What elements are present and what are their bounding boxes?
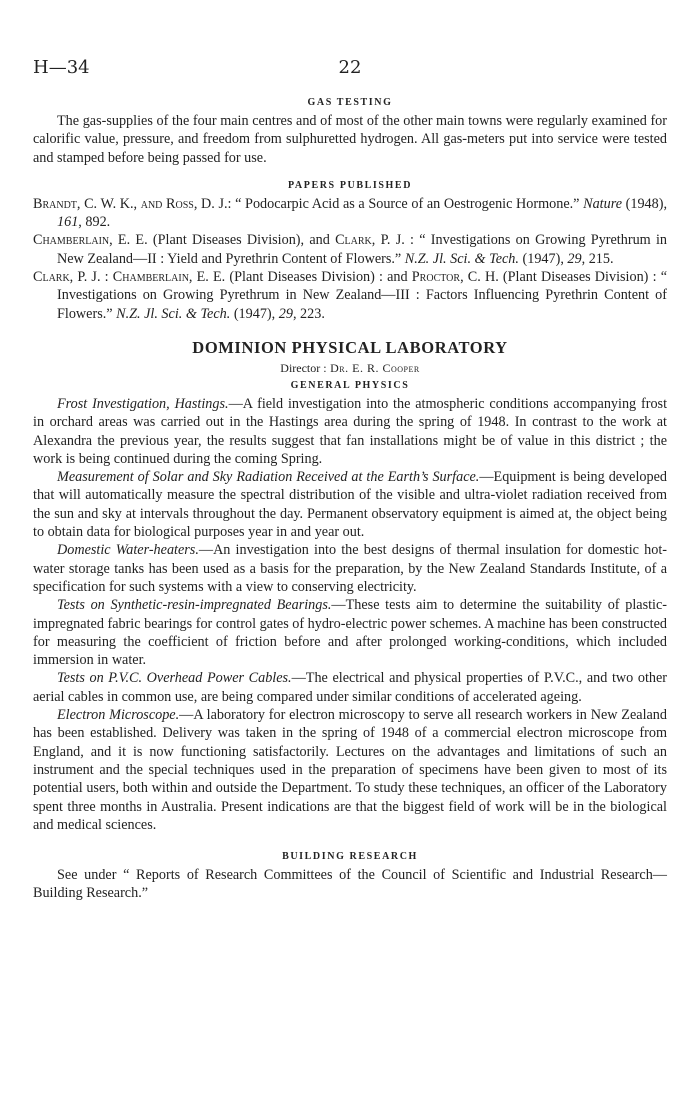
page-number: 22 — [338, 57, 362, 78]
item-pvc-cables: Tests on P.V.C. Overhead Power Cables.—The electrical and physical properties of P.V.C., and two other aerial cables in common use, are being compared under similar conditions of accelerated ageing. — [33, 670, 667, 705]
general-physics-heading: GENERAL PHYSICS — [290, 379, 410, 391]
page-body — [33, 94, 667, 903]
reference-list — [33, 195, 667, 323]
item-electron-microscope: Electron Microscope.—A laboratory for electron microscopy to serve all research workers in New Zealand has been established. Delivery was taken in the spring of 1948 of a commercial electron microscope from England, and it is now functioning satisfactorily. Lectures on the advantages and limitations of such an instrument and the special techniques used in the preparation of specimens have been given to most of its potential users, both within and outside the Department. To study these techniques, an officer of the Laboratory spent three months in Australia. Present indications are that the biggest field of work will be in the biological and medical sciences. — [33, 707, 667, 833]
building-research-paragraph: See under “ Reports of Research Committees of the Council of Scientific and Industrial Research—Building Research.” — [33, 867, 667, 902]
papers-published-heading: PAPERS PUBLISHED — [287, 179, 413, 191]
director-line: Director : Dr. E. R. Cooper — [280, 360, 420, 375]
item-solar-radiation: Measurement of Solar and Sky Radiation Received at the Earth’s Surface.—Equipment is being developed that will automatically measure the spectral distribution of the visible and ultra-violet radiation received from the sun and sky at intervals throughout the day. Permanent observatory equipment is aimed at, the object being to obtain data for biological purposes year in and year out. — [33, 469, 668, 541]
reference-item: Chamberlain, E. E. (Plant Diseases Division), and Clark, P. J. : “ Investigations on Growing Pyrethrum in New Zealand—II : Yield and Pyrethrin Content of Flowers.” N.Z. Jl. Sci. & Tech. (1947), 29, 215. — [33, 232, 667, 267]
item-water-heaters: Domestic Water-heaters.—An investigation into the best designs of thermal insulation for domestic hot-water storage tanks has been used as a basis for the preparation, by the New Zealand Standards Institute, of a specification for such systems with a view to conserving electricity. — [33, 542, 667, 595]
reference-item: Clark, P. J. : Chamberlain, E. E. (Plant Diseases Division) : and Proctor, C. H. (Plant Diseases Division) : “ Investigations on Growing Pyrethrum in New Zealand—III : Factors Influencing Pyrethrin Content of Flowers.” N.Z. Jl. Sci. & Tech. (1947), 29, 223. — [33, 269, 667, 322]
document-reference: H—34 — [33, 57, 90, 78]
reference-item: Brandt, C. W. K., and Ross, D. J.: “ Podocarpic Acid as a Source of an Oestrogenic Hormone.” Nature (1948), 161, 892. — [33, 195, 668, 231]
building-research-heading: BUILDING RESEARCH — [282, 851, 418, 863]
page-header — [33, 57, 667, 81]
gas-testing-heading: GAS TESTING — [307, 97, 393, 108]
gas-testing-paragraph: The gas-supplies of the four main centres and of most of the other main towns were regularly examined for calorific value, pressure, and freedom from sulphuretted hydrogen. All gas-meters put into service were tested and stamped before being passed for use. — [33, 113, 667, 166]
laboratory-title: DOMINION PHYSICAL LABORATORY — [192, 337, 508, 357]
item-bearings: Tests on Synthetic-resin-impregnated Bearings.—These tests aim to determine the suitability of plastic-impregnated fabric bearings for control gates of hydro-electric power schemes. A machine has been constructed for measuring the coefficient of friction before and after prolonged working-conditions, which included immersion in water. — [33, 597, 667, 669]
item-frost-investigation: Frost Investigation, Hastings.—A field investigation into the atmospheric conditions accompanying frost in orchard areas was carried out in the Hastings area during the spring of 1948. In contrast to the work at Alexandra the previous year, the results suggest that fan installations might be of value in this district ; the work is being continued during the coming Spring. — [33, 395, 668, 467]
